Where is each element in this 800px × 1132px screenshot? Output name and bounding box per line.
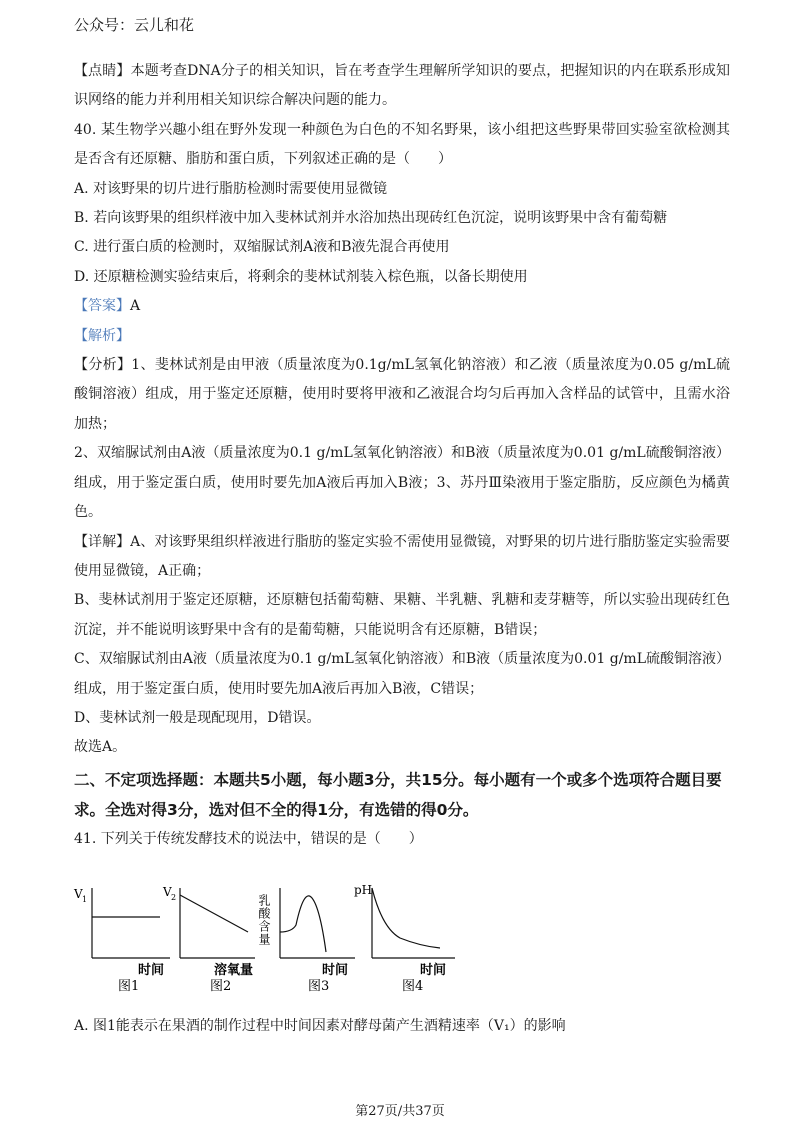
fig3-ylabel: 乳酸含量 (257, 894, 271, 946)
option-d: D. 还原糖检测实验结束后，将剩余的斐林试剂装入棕色瓶，以备长期使用 (74, 268, 528, 285)
fig1-ylabel: V (74, 887, 83, 901)
answer-label: 【答案】 (74, 298, 130, 315)
fig3-curve (280, 896, 326, 952)
answer-value: A (130, 298, 141, 315)
comment-paragraph: 【点睛】本题考查DNA分子的相关知识，旨在考查学生理解所学知识的要点，把握知识的内在联系形成知识网络的能力并利用相关知识综合解决问题的能力。 (74, 63, 730, 109)
page-header: 公众号：云儿和花 (74, 16, 195, 34)
fig2-xlabel: 溶氧量 (214, 963, 254, 978)
page-footer: 第27页/共37页 (355, 1104, 445, 1119)
conclusion: 故选A。 (74, 739, 127, 756)
fig2-curve (180, 895, 248, 932)
fig2-caption: 图2 (210, 979, 232, 994)
fig4-curve (372, 888, 440, 948)
fig2-ylabel-sub: 2 (171, 893, 177, 902)
option-b: B. 若向该野果的组织样液中加入斐林试剂并水浴加热出现砖红色沉淀，说明该野果中含有葡萄糖 (74, 210, 668, 227)
option-c: C. 进行蛋白质的检测时，双缩脲试剂A液和B液先混合再使用 (74, 239, 450, 256)
fig4-ylabel: pH (354, 883, 373, 897)
fig3-caption: 图3 (308, 979, 330, 994)
analysis-2: 2、双缩脲试剂由A液（质量浓度为0.1 g/mL氢氧化钠溶液）和B液（质量浓度为0.01 g/mL硫酸铜溶液）组成，用于鉴定蛋白质，使用时要先加A液后再加入B液；3、苏丹Ⅲ染液用于鉴定脂肪，反应颜色为橘黄色。 (74, 445, 730, 521)
figure-1 (73, 887, 170, 994)
detail-b: B、斐林试剂用于鉴定还原糖，还原糖包括葡萄糖、果糖、半乳糖、乳糖和麦芽糖等，所以实验出现砖红色沉淀，并不能说明该野果中含有的是葡萄糖，只能说明含有还原糖，B错误； (74, 592, 730, 638)
fig4-xlabel: 时间 (420, 963, 447, 978)
section-2-title: 二、不定项选择题：本题共5小题，每小题3分，共15分。每小题有一个或多个选项符合题目要求。全选对得3分，选对但不全的得1分，有选错的得0分。 (74, 770, 722, 819)
option-a: A. 对该野果的切片进行脂肪检测时需要使用显微镜 (74, 180, 388, 197)
question-40: 40. 某生物学兴趣小组在野外发现一种颜色为白色的不知名野果，该小组把这些野果带回实验室欲检测其是否含有还原糖、脂肪和蛋白质，下列叙述正确的是（ ） (74, 121, 730, 168)
figure-group (70, 880, 490, 1000)
fig1-caption: 图1 (118, 979, 140, 994)
answer-line (74, 292, 730, 321)
figures-svg (70, 880, 490, 1000)
detail-c: C、双缩脲试剂由A液（质量浓度为0.1 g/mL氢氧化钠溶液）和B液（质量浓度为0.01 g/mL硫酸铜溶液）组成，用于鉴定蛋白质，使用时要先加A液后再加入B液，C错误； (74, 651, 730, 697)
option-a-41: A. 图1能表示在果酒的制作过程中时间因素对酵母菌产生酒精速率（V₁）的影响 (74, 1018, 566, 1034)
fig2-ylabel: V (163, 885, 172, 899)
figure-3 (257, 888, 355, 994)
fig1-ylabel-sub: 1 (82, 895, 88, 904)
detail-a: 【详解】A、对该野果组织样液进行脂肪的鉴定实验不需使用显微镜，对野果的切片进行脂肪鉴定实验需要使用显微镜，A正确； (74, 533, 730, 579)
question-41: 41. 下列关于传统发酵技术的说法中，错误的是（ ） (74, 830, 423, 847)
fig4-caption: 图4 (402, 979, 424, 994)
figure-2 (162, 885, 255, 994)
main-content (74, 57, 730, 854)
figure-4 (354, 883, 455, 994)
fig1-xlabel: 时间 (138, 963, 165, 978)
fig3-xlabel: 时间 (322, 963, 349, 978)
analysis-1: 【分析】1、斐林试剂是由甲液（质量浓度为0.1g/mL氢氧化钠溶液）和乙液（质量浓度为0.05 g/mL硫酸铜溶液）组成，用于鉴定还原糖，使用时要将甲液和乙液混合均匀后再加入含样品的试管中，且需水浴加热； (74, 357, 730, 432)
analysis-label: 【解析】 (74, 327, 130, 344)
detail-d: D、斐林试剂一般是现配现用，D错误。 (74, 709, 321, 726)
